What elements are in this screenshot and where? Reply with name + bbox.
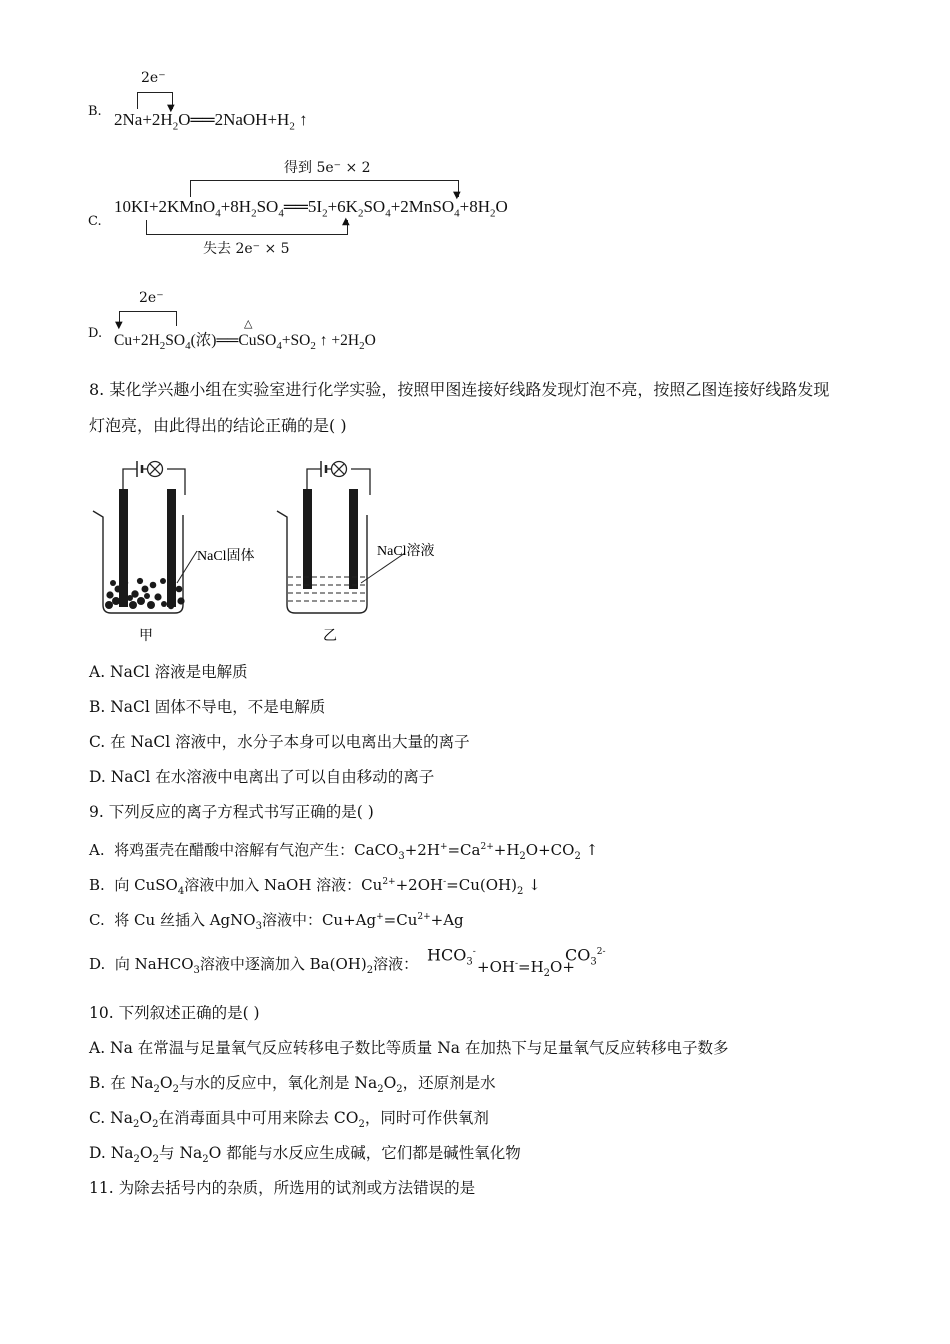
option-b-label: B. — [88, 104, 102, 119]
carbonate-ion: $CO_3^{2-}$ — [565, 945, 606, 968]
lose-bracket — [146, 220, 348, 235]
question-10-option-a: A. Na 在常温与足量氧气反应转移电子数比等质量 Na 在加热下与足量氧气反应转移电子数多 — [89, 1039, 729, 1057]
electron-bracket — [119, 311, 177, 326]
option-d-label: D. — [88, 326, 103, 341]
figure-jia-caption: 甲 — [139, 629, 153, 644]
electron-gain-note: 得到 5e⁻ × 2 — [284, 160, 371, 176]
question-9-option-a: A. 将鸡蛋壳在醋酸中溶解有气泡产生：$CaCO_3+2H^+=Ca^{2+}+H_2O+CO_2$ ↑ — [89, 841, 599, 862]
question-8-option-a: A. NaCl 溶液是电解质 — [89, 663, 248, 681]
question-10-option-d: D. $Na_2O_2$与 $Na_2O$ 都能与水反应生成碱，它们都是碱性氧化物 — [89, 1144, 521, 1166]
electron-transfer-note: 2e⁻ — [141, 70, 166, 86]
question-10-title: 10. 下列叙述正确的是( ) — [89, 1004, 260, 1022]
question-9-option-b: B. 向 CuSO$_4$溶液中加入 NaOH 溶液：$Cu^{2+}+2OH^-=Cu(OH)_2$ ↓ — [89, 876, 541, 897]
question-9-option-c: C. 将 Cu 丝插入 AgNO$_3$溶液中：$Cu+Ag^+=Cu^{2+}+Ag$ — [89, 911, 464, 932]
conductivity-experiment-figure — [85, 455, 465, 650]
question-9-title: 9. 下列反应的离子方程式书写正确的是( ) — [89, 803, 374, 821]
arrow-down-icon: ▼ — [115, 320, 123, 331]
question-8-option-d: D. NaCl 在水溶液中电离出了可以自由移动的离子 — [89, 768, 435, 786]
question-9-option-d: D. 向 NaHCO$_3$溶液中逐滴加入 $Ba(OH)_2$溶液： — [89, 955, 419, 976]
beaker-jia — [93, 461, 255, 644]
equation-d: $Cu+2H_2SO_4$(浓)$══CuSO_4+SO_2$ ↑ $+2H_2O$ — [114, 332, 376, 353]
arrow-up-icon: ▲ — [342, 216, 350, 227]
equation-b: $2Na+2H_2O══2NaOH+H_2$ ↑ — [114, 110, 308, 133]
equation-middle: $+OH^-=H_2O+$ — [477, 958, 575, 979]
electron-lose-note: 失去 2e⁻ × 5 — [203, 241, 290, 257]
electrode — [167, 489, 176, 607]
question-10-option-c: C. $Na_2O_2$在消毒面具中可用来除去 $CO_2$，同时可作供氧剂 — [89, 1109, 489, 1131]
question-10-option-b: B. 在 $Na_2O_2$与水的反应中，氧化剂是 $Na_2O_2$，还原剂是水 — [89, 1074, 496, 1096]
question-8-line-2: 灯泡亮，由此得出的结论正确的是( ) — [89, 416, 347, 435]
equation-c: $10KI+2KMnO_4+8H_2SO_4══5I_2+6K_2SO_4+2MnSO_4+8H_2O$ — [114, 197, 508, 220]
question-8-option-c: C. 在 NaCl 溶液中，水分子本身可以电离出大量的离子 — [89, 733, 470, 751]
electrode — [303, 489, 312, 589]
question-11-title: 11. 为除去括号内的杂质，所选用的试剂或方法错误的是 — [89, 1179, 476, 1197]
question-8-line-1: 8. 某化学兴趣小组在实验室进行化学实验，按照甲图连接好线路发现灯泡不亮，按照乙图连接好线路发现 — [89, 380, 830, 399]
beaker-yi — [277, 461, 435, 644]
arrow-down-icon: ▼ — [453, 190, 461, 201]
nacl-solution-label: NaCl溶液 — [377, 544, 435, 559]
figure-yi-caption: 乙 — [323, 629, 337, 644]
gain-bracket — [190, 180, 459, 197]
label-pointer — [177, 551, 197, 583]
arrow-down-icon: ▼ — [167, 103, 175, 114]
heat-icon: △ — [244, 317, 253, 330]
bicarbonate-ion: $HCO_3^-$ — [427, 945, 476, 968]
option-c-label: C. — [88, 214, 102, 229]
question-8-option-b: B. NaCl 固体不导电，不是电解质 — [89, 698, 326, 716]
electrode — [349, 489, 358, 589]
electron-transfer-note: 2e⁻ — [139, 290, 164, 306]
nacl-solid-label: NaCl固体 — [197, 549, 255, 564]
